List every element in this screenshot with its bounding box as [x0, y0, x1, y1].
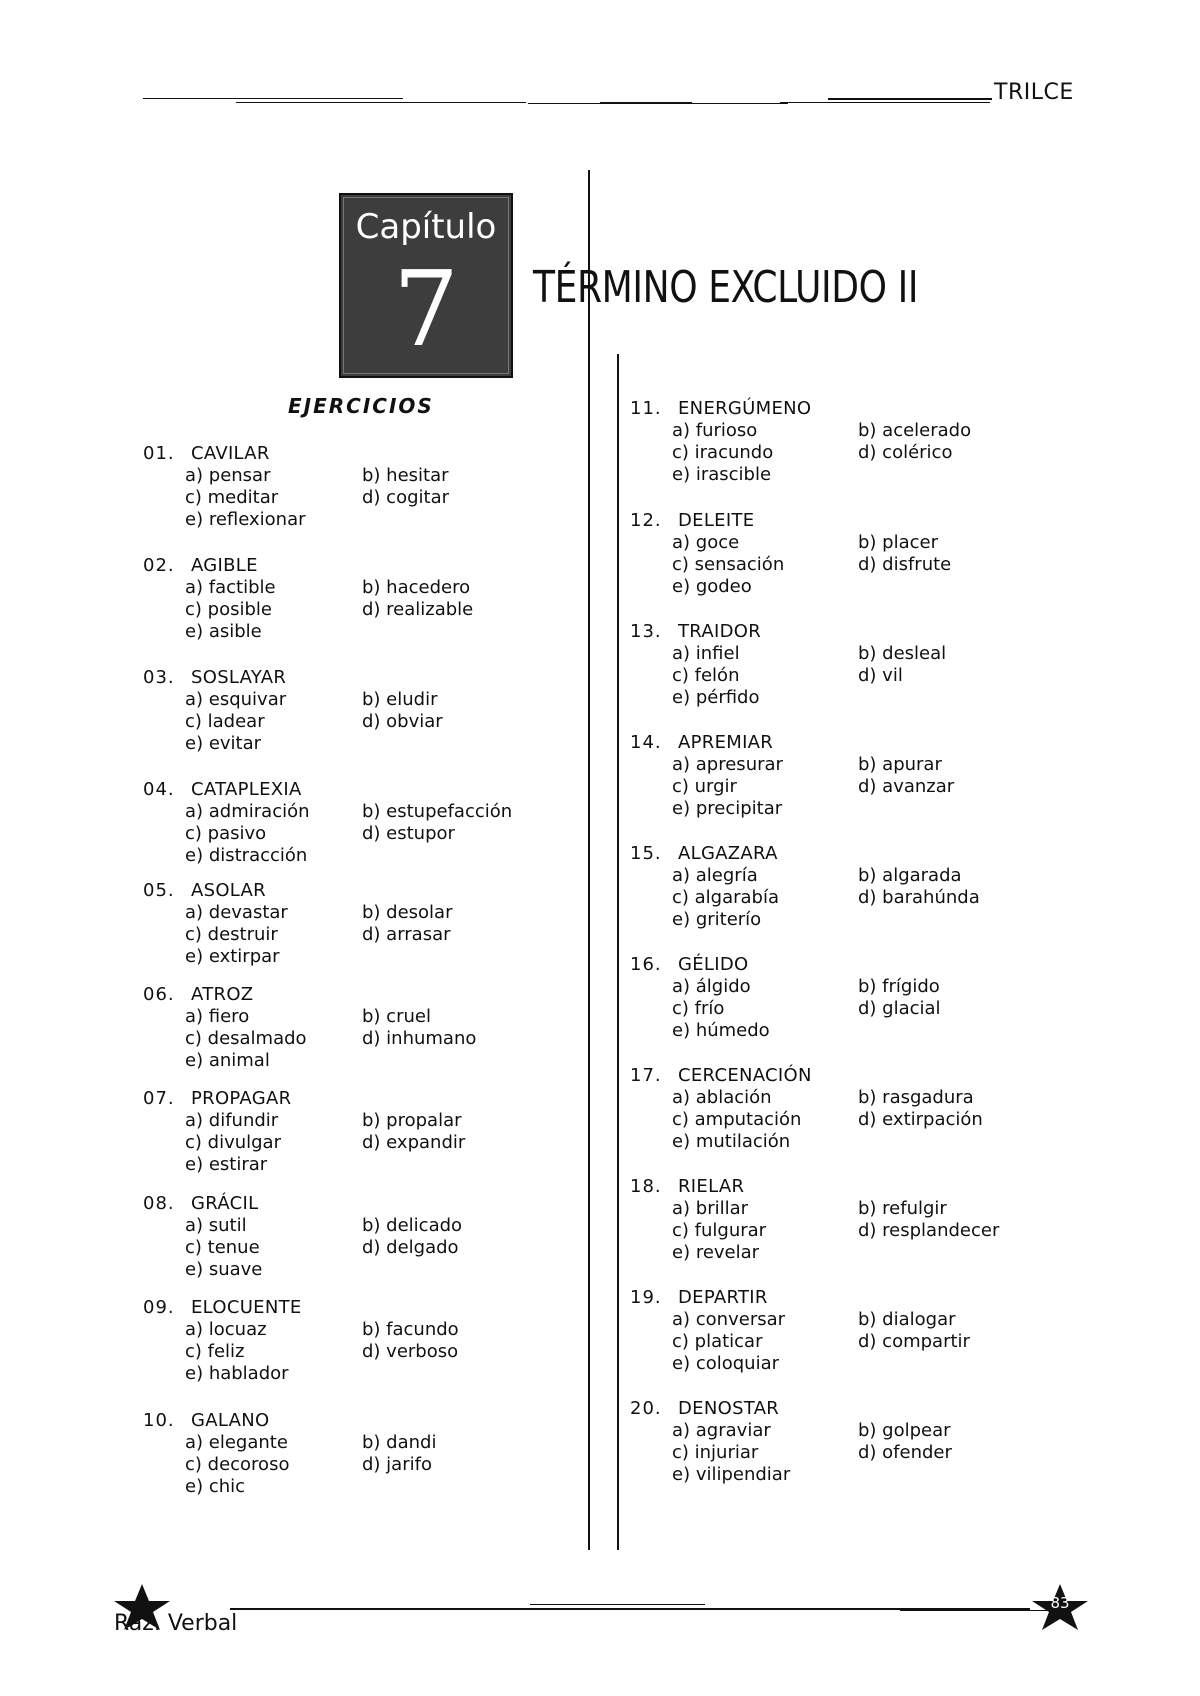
option-c: c) platicar: [672, 1331, 763, 1352]
option-d: d) glacial: [858, 998, 941, 1019]
exercise-word: CAVILAR: [191, 443, 270, 464]
exercise-word: RIELAR: [678, 1176, 745, 1197]
exercise-word: GALANO: [191, 1410, 270, 1431]
exercise-item: [143, 880, 583, 970]
option-a: a) brillar: [672, 1198, 749, 1219]
exercise-heading: [630, 621, 761, 643]
option-d: d) vil: [858, 665, 903, 686]
page-number: 83: [1050, 1594, 1070, 1612]
option-a: a) apresurar: [672, 754, 783, 775]
exercise-number: 11.: [630, 398, 662, 419]
exercise-number: 08.: [143, 1193, 175, 1214]
header-rule: [828, 98, 992, 100]
option-e: e) asible: [185, 621, 262, 642]
header-rule: [528, 103, 788, 104]
exercise-item: [143, 984, 583, 1074]
option-e: e) irascible: [672, 464, 772, 485]
option-e: e) distracción: [185, 845, 308, 866]
option-c: c) algarabía: [672, 887, 780, 908]
option-e: e) griterío: [672, 909, 762, 930]
option-c: c) amputación: [672, 1109, 802, 1130]
exercise-number: 15.: [630, 843, 662, 864]
option-d: d) barahúnda: [858, 887, 980, 908]
exercise-heading: [143, 1193, 258, 1215]
option-a: a) agraviar: [672, 1420, 771, 1441]
section-title: EJERCICIOS: [288, 394, 434, 418]
option-b: b) facundo: [362, 1319, 459, 1340]
option-b: b) estupefacción: [362, 801, 513, 822]
option-b: b) apurar: [858, 754, 942, 775]
option-d: d) cogitar: [362, 487, 449, 508]
footer-subject: Raz. Verbal: [114, 1611, 238, 1636]
exercise-heading: [630, 954, 749, 976]
option-e: e) suave: [185, 1259, 263, 1280]
option-e: e) estirar: [185, 1154, 268, 1175]
exercise-heading: [630, 732, 773, 754]
exercise-number: 02.: [143, 555, 175, 576]
option-b: b) eludir: [362, 689, 438, 710]
option-b: b) dialogar: [858, 1309, 956, 1330]
option-e: e) coloquiar: [672, 1353, 780, 1374]
exercise-word: DENOSTAR: [678, 1398, 780, 1419]
option-c: c) divulgar: [185, 1132, 281, 1153]
exercise-item: [630, 843, 1070, 933]
exercise-heading: [143, 1410, 269, 1432]
exercise-word: AGIBLE: [191, 555, 258, 576]
column-divider: [617, 354, 619, 1550]
chapter-number: 7: [392, 248, 460, 370]
exercise-word: ALGAZARA: [678, 843, 778, 864]
exercise-word: ASOLAR: [191, 880, 266, 901]
header-rule: [600, 102, 692, 103]
option-e: e) hablador: [185, 1363, 289, 1384]
option-c: c) fulgurar: [672, 1220, 767, 1241]
exercise-item: [630, 621, 1070, 711]
option-c: c) ladear: [185, 711, 265, 732]
option-a: a) factible: [185, 577, 276, 598]
option-e: e) revelar: [672, 1242, 760, 1263]
option-c: c) pasivo: [185, 823, 267, 844]
option-e: e) evitar: [185, 733, 262, 754]
exercise-number: 03.: [143, 667, 175, 688]
option-d: d) disfrute: [858, 554, 952, 575]
option-b: b) frígido: [858, 976, 940, 997]
option-e: e) mutilación: [672, 1131, 791, 1152]
exercise-item: [143, 443, 583, 533]
exercise-number: 16.: [630, 954, 662, 975]
option-a: a) alegría: [672, 865, 758, 886]
option-c: c) tenue: [185, 1237, 260, 1258]
option-b: b) acelerado: [858, 420, 972, 441]
option-c: c) sensación: [672, 554, 785, 575]
option-d: d) resplandecer: [858, 1220, 1000, 1241]
option-e: e) animal: [185, 1050, 270, 1071]
option-e: e) extirpar: [185, 946, 280, 967]
brand-name: TRILCE: [994, 80, 1074, 105]
option-b: b) desleal: [858, 643, 947, 664]
exercise-word: CATAPLEXIA: [191, 779, 302, 800]
option-c: c) felón: [672, 665, 740, 686]
exercise-number: 05.: [143, 880, 175, 901]
option-d: d) expandir: [362, 1132, 466, 1153]
exercise-word: SOSLAYAR: [191, 667, 287, 688]
option-c: c) urgir: [672, 776, 737, 797]
exercise-number: 10.: [143, 1410, 175, 1431]
exercise-number: 14.: [630, 732, 662, 753]
option-d: d) delgado: [362, 1237, 459, 1258]
option-e: e) vilipendiar: [672, 1464, 791, 1485]
exercise-item: [630, 510, 1070, 600]
exercise-item: [143, 1088, 583, 1178]
exercise-heading: [143, 667, 286, 689]
option-d: d) obviar: [362, 711, 443, 732]
exercise-word: CERCENACIÓN: [678, 1065, 812, 1086]
option-d: d) avanzar: [858, 776, 955, 797]
exercise-heading: [143, 1088, 291, 1110]
option-d: d) arrasar: [362, 924, 451, 945]
option-d: d) colérico: [858, 442, 953, 463]
exercise-word: DELEITE: [678, 510, 755, 531]
exercise-heading: [143, 443, 270, 465]
option-e: e) chic: [185, 1476, 246, 1497]
option-e: e) reflexionar: [185, 509, 306, 530]
exercise-word: DEPARTIR: [678, 1287, 768, 1308]
option-b: b) rasgadura: [858, 1087, 974, 1108]
exercise-heading: [630, 510, 754, 532]
option-c: c) injuriar: [672, 1442, 759, 1463]
header-rule: [236, 102, 526, 103]
option-c: c) iracundo: [672, 442, 774, 463]
exercise-heading: [630, 1065, 812, 1087]
exercise-heading: [143, 555, 258, 577]
exercise-number: 09.: [143, 1297, 175, 1318]
exercise-item: [143, 779, 583, 869]
option-b: b) desolar: [362, 902, 453, 923]
option-d: d) inhumano: [362, 1028, 477, 1049]
option-a: a) furioso: [672, 420, 758, 441]
option-a: a) sutil: [185, 1215, 247, 1236]
exercise-word: GRÁCIL: [191, 1193, 259, 1214]
option-a: a) admiración: [185, 801, 310, 822]
exercise-item: [143, 1297, 583, 1387]
option-c: c) desalmado: [185, 1028, 307, 1049]
option-b: b) golpear: [858, 1420, 951, 1441]
exercise-number: 13.: [630, 621, 662, 642]
exercise-heading: [143, 880, 266, 902]
header-rule: [143, 98, 403, 99]
exercise-heading: [630, 1398, 779, 1420]
option-b: b) algarada: [858, 865, 962, 886]
option-d: d) ofender: [858, 1442, 952, 1463]
option-b: b) hacedero: [362, 577, 471, 598]
exercise-item: [630, 1398, 1070, 1488]
footer-rule: [530, 1604, 705, 1605]
option-a: a) infiel: [672, 643, 740, 664]
exercise-item: [630, 732, 1070, 822]
exercise-word: TRAIDOR: [678, 621, 762, 642]
option-d: d) jarifo: [362, 1454, 432, 1475]
option-a: a) elegante: [185, 1432, 288, 1453]
exercise-number: 01.: [143, 443, 175, 464]
option-b: b) refulgir: [858, 1198, 947, 1219]
option-b: b) dandi: [362, 1432, 437, 1453]
option-a: a) ablación: [672, 1087, 772, 1108]
exercise-word: GÉLIDO: [678, 954, 749, 975]
option-c: c) destruir: [185, 924, 278, 945]
exercise-heading: [630, 1287, 768, 1309]
option-e: e) húmedo: [672, 1020, 770, 1041]
exercise-heading: [630, 398, 811, 420]
chapter-badge: [339, 193, 513, 378]
chapter-label: Capítulo: [355, 207, 497, 247]
header-rule: [780, 102, 990, 103]
option-c: c) frío: [672, 998, 725, 1019]
exercise-number: 04.: [143, 779, 175, 800]
option-b: b) delicado: [362, 1215, 463, 1236]
exercise-number: 07.: [143, 1088, 175, 1109]
exercise-heading: [143, 779, 302, 801]
exercise-item: [143, 1193, 583, 1283]
exercise-item: [143, 667, 583, 757]
exercise-item: [630, 1287, 1070, 1377]
exercise-word: APREMIAR: [678, 732, 774, 753]
exercise-number: 18.: [630, 1176, 662, 1197]
exercise-word: ENERGÚMENO: [678, 398, 812, 419]
exercise-heading: [630, 1176, 744, 1198]
exercise-item: [630, 1065, 1070, 1155]
option-a: a) locuaz: [185, 1319, 267, 1340]
option-a: a) esquivar: [185, 689, 287, 710]
exercise-number: 06.: [143, 984, 175, 1005]
option-b: b) propalar: [362, 1110, 462, 1131]
exercise-number: 20.: [630, 1398, 662, 1419]
exercise-heading: [143, 1297, 302, 1319]
exercise-item: [630, 398, 1070, 488]
option-a: a) difundir: [185, 1110, 279, 1131]
exercise-heading: [143, 984, 253, 1006]
option-a: a) álgido: [672, 976, 751, 997]
option-b: b) hesitar: [362, 465, 449, 486]
option-a: a) devastar: [185, 902, 288, 923]
option-d: d) estupor: [362, 823, 455, 844]
exercise-number: 12.: [630, 510, 662, 531]
option-b: b) cruel: [362, 1006, 431, 1027]
option-c: c) feliz: [185, 1341, 245, 1362]
exercise-word: PROPAGAR: [191, 1088, 292, 1109]
option-c: c) decoroso: [185, 1454, 290, 1475]
option-d: d) compartir: [858, 1331, 970, 1352]
option-b: b) placer: [858, 532, 938, 553]
exercise-number: 19.: [630, 1287, 662, 1308]
exercise-item: [630, 1176, 1070, 1266]
exercise-number: 17.: [630, 1065, 662, 1086]
exercise-item: [143, 555, 583, 645]
option-c: c) posible: [185, 599, 272, 620]
column-divider: [588, 170, 590, 1550]
option-a: a) goce: [672, 532, 740, 553]
exercise-heading: [630, 843, 778, 865]
exercise-item: [630, 954, 1070, 1044]
option-d: d) verboso: [362, 1341, 459, 1362]
option-a: a) conversar: [672, 1309, 786, 1330]
exercise-word: ATROZ: [191, 984, 254, 1005]
option-d: d) realizable: [362, 599, 474, 620]
exercise-word: ELOCUENTE: [191, 1297, 302, 1318]
chapter-title: TÉRMINO EXCLUIDO II: [533, 262, 919, 313]
option-a: a) pensar: [185, 465, 271, 486]
option-c: c) meditar: [185, 487, 279, 508]
option-e: e) precipitar: [672, 798, 783, 819]
option-e: e) pérfido: [672, 687, 760, 708]
exercise-item: [143, 1410, 583, 1500]
option-d: d) extirpación: [858, 1109, 983, 1130]
option-e: e) godeo: [672, 576, 752, 597]
option-a: a) fiero: [185, 1006, 250, 1027]
